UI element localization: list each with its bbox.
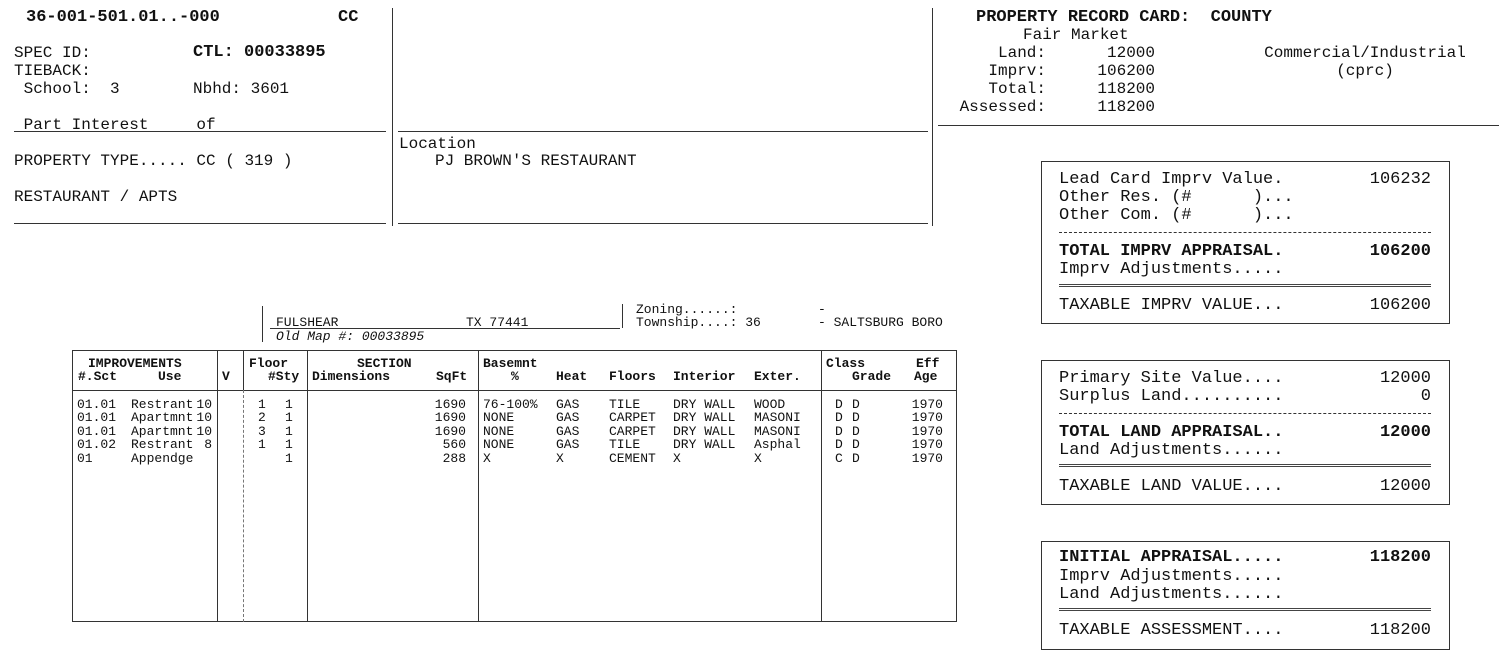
header-age: Age [914, 369, 938, 384]
header-sty: #Sty [268, 369, 300, 384]
cell-exterior: MASONI [754, 423, 801, 439]
taxable-assessment-label: TAXABLE ASSESSMENT.... [1059, 621, 1284, 640]
state-zip: TX 77441 [466, 315, 529, 330]
property-type: PROPERTY TYPE..... CC ( 319 ) [14, 152, 293, 170]
other-com: Other Com. (# )... [1059, 206, 1294, 225]
imprv-value: 106200 [1097, 62, 1155, 80]
location-value: PJ BROWN'S RESTAURANT [435, 152, 637, 170]
class-code: CC [338, 8, 359, 27]
header-eff: Eff [916, 356, 940, 371]
header-basement: Basemnt [483, 356, 538, 371]
assess-land-adjustments: Land Adjustments...... [1059, 585, 1284, 604]
land-value: 12000 [1106, 44, 1155, 62]
fair-market-label: Fair Market [1023, 26, 1129, 44]
column-divider [821, 350, 822, 622]
nbhd-field: Nbhd: 3601 [193, 80, 290, 98]
cell-sty: 1 [285, 437, 293, 453]
divider [14, 131, 386, 132]
taxable-imprv-label: TAXABLE IMPRV VALUE... [1059, 296, 1284, 315]
divider [1059, 284, 1431, 287]
primary-site-label: Primary Site Value.... [1059, 369, 1284, 388]
header-class: Class [826, 356, 866, 371]
divider [1059, 464, 1431, 467]
header-interior: Interior [673, 369, 736, 384]
card-title: PROPERTY RECORD CARD: COUNTY [976, 8, 1272, 27]
cell-sct: 01.01 [77, 397, 117, 412]
divider [398, 223, 928, 224]
township: Township....: 36 [636, 315, 761, 330]
other-res: Other Res. (# )... [1059, 188, 1294, 207]
cell-grade: D [852, 450, 860, 466]
cell-class: D [835, 437, 843, 453]
school-field: School: 3 [14, 80, 120, 98]
cell-sct: 01 [77, 450, 93, 466]
parcel-id: 36-001-501.01..-000 [26, 8, 220, 27]
header-basement-pct: % [511, 369, 519, 384]
imprv-adjustments: Imprv Adjustments..... [1059, 260, 1284, 279]
cell-v: 8 [204, 437, 212, 453]
header-exterior: Exter. [754, 369, 801, 384]
table-row [0, 438, 957, 451]
column-divider [217, 350, 218, 622]
cell-heat: GAS [556, 410, 580, 426]
cell-interior: DRY WALL [673, 423, 736, 439]
taxable-imprv-value: 106200 [1369, 296, 1431, 315]
cell-bsmt: NONE [483, 410, 515, 426]
cell-class: D [835, 410, 843, 426]
cell-use: Restrant [131, 397, 194, 412]
total-label: Total: [988, 80, 1046, 98]
cell-sty: 1 [285, 423, 293, 439]
total-imprv-value: 106200 [1369, 242, 1431, 261]
total-land-label: TOTAL LAND APPRAISAL.. [1059, 423, 1284, 442]
divider [938, 125, 1499, 126]
cell-age: 1970 [911, 410, 943, 426]
cell-use: Appendge [131, 450, 194, 466]
divider [1059, 232, 1431, 233]
table-row [0, 425, 957, 438]
header-dimensions: Dimensions [312, 369, 391, 384]
cell-grade: D [852, 410, 860, 426]
cell-age: 1970 [911, 397, 943, 412]
taxable-assessment-value: 118200 [1369, 621, 1431, 640]
column-divider [307, 350, 308, 622]
cell-interior: DRY WALL [673, 437, 736, 453]
table-row [0, 411, 957, 424]
land-adjustments: Land Adjustments...... [1059, 441, 1284, 460]
divider [392, 8, 393, 226]
zoning: Zoning......: [636, 302, 738, 317]
cell-floors: TILE [609, 397, 641, 412]
cell-sqft: 1690 [434, 397, 466, 412]
zoning-value: - [818, 302, 826, 317]
use-description: RESTAURANT / APTS [14, 188, 178, 206]
header-use: Use [158, 369, 182, 384]
city: FULSHEAR [276, 315, 339, 330]
cell-grade: D [852, 397, 860, 412]
cell-heat: GAS [556, 437, 580, 453]
cell-age: 1970 [911, 450, 943, 466]
cell-bsmt: 76-100% [483, 397, 538, 412]
cell-bsmt: X [483, 450, 491, 466]
cell-bsmt: NONE [483, 423, 515, 439]
header-sct: #.Sct [78, 369, 118, 384]
township-value: - SALTSBURG BORO [818, 315, 943, 330]
imprv-label: Imprv: [988, 62, 1046, 80]
total-value: 118200 [1097, 80, 1155, 98]
lead-card-value: 106232 [1369, 170, 1431, 189]
cell-interior: DRY WALL [673, 410, 736, 426]
column-divider [478, 350, 479, 622]
cell-floors: CARPET [609, 410, 656, 426]
cell-v: 10 [196, 423, 212, 439]
divider [398, 131, 928, 132]
cell-interior: X [673, 450, 681, 466]
column-divider [243, 350, 244, 390]
divider [262, 306, 263, 342]
lead-card-label: Lead Card Imprv Value. [1059, 170, 1284, 189]
header-section: SECTION [357, 356, 412, 371]
header-grade: Grade [852, 369, 892, 384]
cell-heat: GAS [556, 397, 580, 412]
cell-exterior: Asphal [754, 437, 801, 453]
cell-class: C [835, 450, 843, 466]
cell-sct: 01.02 [77, 437, 117, 453]
cell-class: D [835, 423, 843, 439]
cell-exterior: WOOD [754, 397, 786, 412]
cell-use: Restrant [131, 437, 194, 453]
cell-grade: D [852, 423, 860, 439]
cell-v: 10 [196, 397, 212, 412]
header-improvements: IMPROVEMENTS [88, 356, 182, 371]
table-header-divider [72, 390, 957, 391]
location-label: Location [399, 135, 476, 153]
spec-id-label: SPEC ID: [14, 44, 91, 62]
cell-age: 1970 [911, 437, 943, 453]
cell-exterior: MASONI [754, 410, 801, 426]
divider [14, 223, 386, 224]
cell-floor: 1 [258, 437, 266, 453]
divider [1059, 413, 1431, 414]
total-land-value: 12000 [1379, 423, 1431, 442]
cell-sct: 01.01 [77, 423, 117, 439]
header-v: V [222, 369, 230, 384]
cell-exterior: X [754, 450, 762, 466]
cell-grade: D [852, 437, 860, 453]
header-floor: Floor [249, 356, 289, 371]
total-imprv-label: TOTAL IMPRV APPRAISAL. [1059, 242, 1284, 261]
cell-use: Apartmnt [131, 423, 194, 439]
divider [622, 304, 623, 328]
cell-bsmt: NONE [483, 437, 515, 453]
old-map: Old Map #: 00033895 [276, 329, 425, 344]
initial-appraisal-value: 118200 [1369, 548, 1431, 567]
cell-sty: 1 [285, 410, 293, 426]
cell-heat: X [556, 450, 564, 466]
cell-use: Apartmnt [131, 410, 194, 426]
cell-floor: 1 [258, 397, 266, 412]
cell-floor: 2 [258, 410, 266, 426]
cell-sqft: 1690 [434, 423, 466, 439]
cell-floors: TILE [609, 437, 641, 453]
category-line-2: (cprc) [1336, 62, 1394, 80]
table-row [0, 452, 957, 465]
primary-site-value: 12000 [1379, 369, 1431, 388]
cell-heat: GAS [556, 423, 580, 439]
table-row [0, 398, 957, 411]
cell-floors: CARPET [609, 423, 656, 439]
divider [1059, 608, 1431, 611]
ctl-number: CTL: 00033895 [193, 43, 326, 62]
assessed-label: Assessed: [959, 98, 1046, 116]
cell-v: 10 [196, 410, 212, 426]
taxable-land-value: 12000 [1379, 477, 1431, 496]
land-label: Land: [997, 44, 1046, 62]
surplus-land-label: Surplus Land.......... [1059, 387, 1284, 406]
cell-sty: 1 [285, 397, 293, 412]
cell-sqft: 1690 [434, 410, 466, 426]
cell-age: 1970 [911, 423, 943, 439]
category-line-1: Commercial/Industrial [1264, 44, 1466, 62]
cell-floors: CEMENT [609, 450, 656, 466]
tieback-label: TIEBACK: [14, 62, 91, 80]
header-floors: Floors [609, 369, 656, 384]
cell-interior: DRY WALL [673, 397, 736, 412]
header-heat: Heat [556, 369, 588, 384]
assess-imprv-adjustments: Imprv Adjustments..... [1059, 567, 1284, 586]
initial-appraisal-label: INITIAL APPRAISAL..... [1059, 548, 1284, 567]
taxable-land-label: TAXABLE LAND VALUE.... [1059, 477, 1284, 496]
surplus-land-value: 0 [1420, 387, 1431, 406]
part-interest: Part Interest of [14, 116, 216, 134]
cell-sqft: 560 [442, 437, 466, 453]
assessed-value: 118200 [1097, 98, 1155, 116]
cell-sty: 1 [285, 450, 293, 466]
cell-sct: 01.01 [77, 410, 117, 426]
cell-sqft: 288 [442, 450, 466, 466]
header-sqft: SqFt [436, 369, 468, 384]
cell-class: D [835, 397, 843, 412]
divider [932, 8, 933, 226]
cell-floor: 3 [258, 423, 266, 439]
